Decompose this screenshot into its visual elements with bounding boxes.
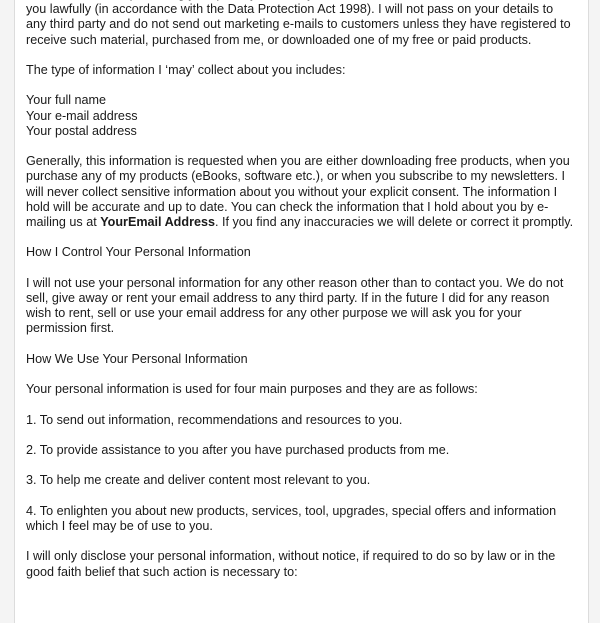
purpose-item-4: 4. To enlighten you about new products, services, tool, upgrades, special offers and information which I feel may be of use to you. <box>26 503 557 533</box>
privacy-policy-text <box>26 0 574 595</box>
purpose-item-3: 3. To help me create and deliver content most relevant to you. <box>26 473 371 488</box>
email-address-placeholder: YourEmail Address <box>100 215 215 229</box>
intro-text: you lawfully (in accordance with the Data Protection Act 1998). I will not pass on your details to any third party and do not send out marketing e-mails to customers unless they have registered to receive such material, purchased from me, or downloaded one of my free or paid products. <box>26 2 571 47</box>
purpose-item-1: 1. To send out information, recommendations and resources to you. <box>26 412 403 427</box>
collection-text: Generally, this information is requested when you are either downloading free products, when you purchase any of my products (eBooks, software etc.), or when you subscribe to my newsletters. I will never collect sensitive information about you without your explicit consent. The information I hold will be accurate and up to date. You can check the information that I hold about you by e-mailing us at <box>26 154 570 229</box>
intro-paragraph <box>26 0 574 48</box>
section-heading-control: How I Control Your Personal Information <box>26 245 251 260</box>
scrollbar-track[interactable] <box>590 0 600 623</box>
collection-paragraph <box>26 154 574 230</box>
use-intro-paragraph: Your personal information is used for four main purposes and they are as follows: <box>26 382 478 397</box>
collection-text-end: . If you find any inaccuracies we will delete or correct it promptly. <box>214 215 574 229</box>
purpose-item-2: 2. To provide assistance to you after you have purchased products from me. <box>26 442 450 457</box>
list-item: Your postal address <box>26 123 137 138</box>
section-heading-use: How We Use Your Personal Information <box>26 351 248 366</box>
disclosure-paragraph: I will only disclose your personal information, without notice, if required to do so by law or in the good faith belief that such action is necessary to: <box>26 549 556 579</box>
info-types-intro: The type of information I ‘may’ collect about you includes: <box>26 63 346 77</box>
control-paragraph: I will not use your personal information for any other reason other than to contact you. We do not sell, give away or rent your email address to any third party. If in the future I did for any reason wish to rent, sell or use your email address for any other purpose we will ask you for your permission first. <box>26 275 564 336</box>
info-types-list <box>26 93 574 139</box>
document-page <box>14 0 589 623</box>
list-item: Your full name <box>26 93 107 108</box>
list-item: Your e-mail address <box>26 108 138 123</box>
